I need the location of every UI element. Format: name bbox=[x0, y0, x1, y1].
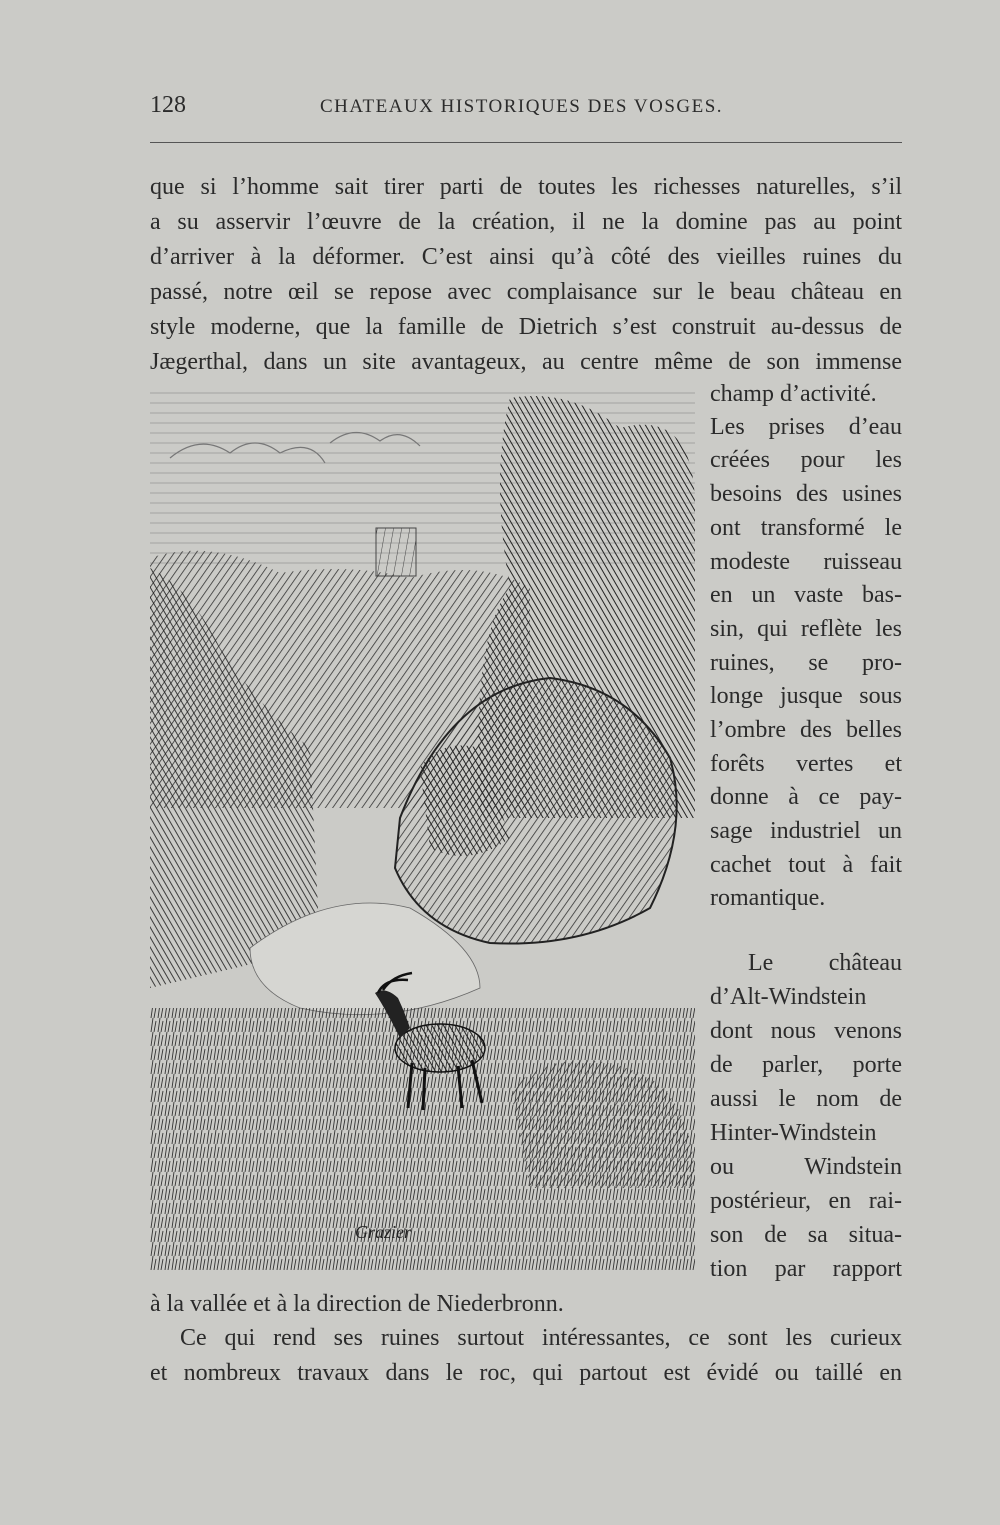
side-text-line: dont nous venons bbox=[710, 1018, 902, 1044]
side-text-line: son de sa situa- bbox=[710, 1222, 902, 1248]
artist-signature: Grazier bbox=[355, 1222, 412, 1242]
side-text-line: créées pour les bbox=[710, 447, 902, 473]
side-text-line: tion par rapport bbox=[710, 1256, 902, 1282]
side-text-line: romantique. bbox=[710, 885, 826, 911]
text-line: a su asservir l’œuvre de la création, il ne la domine pas au point bbox=[150, 209, 902, 235]
side-text-line: Les prises d’eau bbox=[710, 414, 902, 440]
running-title: CHATEAUX HISTORIQUES DES VOSGES. bbox=[320, 96, 724, 117]
side-text-line: ont transformé le bbox=[710, 515, 902, 541]
text-line: et nombreux travaux dans le roc, qui partout est évidé ou taillé en bbox=[150, 1360, 902, 1386]
side-text-line: sage industriel un bbox=[710, 818, 902, 844]
side-text-line: besoins des usines bbox=[710, 481, 902, 507]
text-line: passé, notre œil se repose avec complaisance sur le beau château en bbox=[150, 279, 902, 305]
side-text-line: champ d’activité. bbox=[710, 381, 877, 407]
header-rule bbox=[150, 142, 902, 143]
side-text-line: Hinter-Windstein bbox=[710, 1120, 877, 1146]
side-text-line: en un vaste bas- bbox=[710, 582, 902, 608]
castle-ruin bbox=[376, 528, 416, 576]
side-text-line: Le château bbox=[748, 950, 902, 976]
engraving-illustration bbox=[150, 388, 695, 1270]
text-line: que si l’homme sait tirer parti de toutes les richesses naturelles, s’il bbox=[150, 174, 902, 200]
side-text-line: forêts vertes et bbox=[710, 751, 902, 777]
side-text-line: postérieur, en rai- bbox=[710, 1188, 902, 1214]
side-text-line: d’Alt-Windstein bbox=[710, 984, 867, 1010]
side-text-line: longe jusque sous bbox=[710, 683, 902, 709]
side-text-line: sin, qui reflète les bbox=[710, 616, 902, 642]
side-text-line: l’ombre des belles bbox=[710, 717, 902, 743]
running-head bbox=[150, 92, 900, 132]
text-line: Ce qui rend ses ruines surtout intéressantes, ce sont les curieux bbox=[180, 1325, 902, 1351]
side-text-line: cachet tout à fait bbox=[710, 852, 902, 878]
side-text-line: ou Windstein bbox=[710, 1154, 902, 1180]
side-text-line: donne à ce pay- bbox=[710, 784, 902, 810]
text-line: style moderne, que la famille de Dietrich s’est construit au-dessus de bbox=[150, 314, 902, 340]
text-line: Jægerthal, dans un site avantageux, au centre même de son immense bbox=[150, 349, 902, 375]
text-line: d’arriver à la déformer. C’est ainsi qu’à côté des vieilles ruines du bbox=[150, 244, 902, 270]
side-text-line: de parler, porte bbox=[710, 1052, 902, 1078]
side-text-line: aussi le nom de bbox=[710, 1086, 902, 1112]
text-line: à la vallée et à la direction de Niederbronn. bbox=[150, 1291, 564, 1317]
side-text-line: ruines, se pro- bbox=[710, 650, 902, 676]
side-text-line: modeste ruisseau bbox=[710, 549, 902, 575]
page-number: 128 bbox=[150, 92, 186, 118]
